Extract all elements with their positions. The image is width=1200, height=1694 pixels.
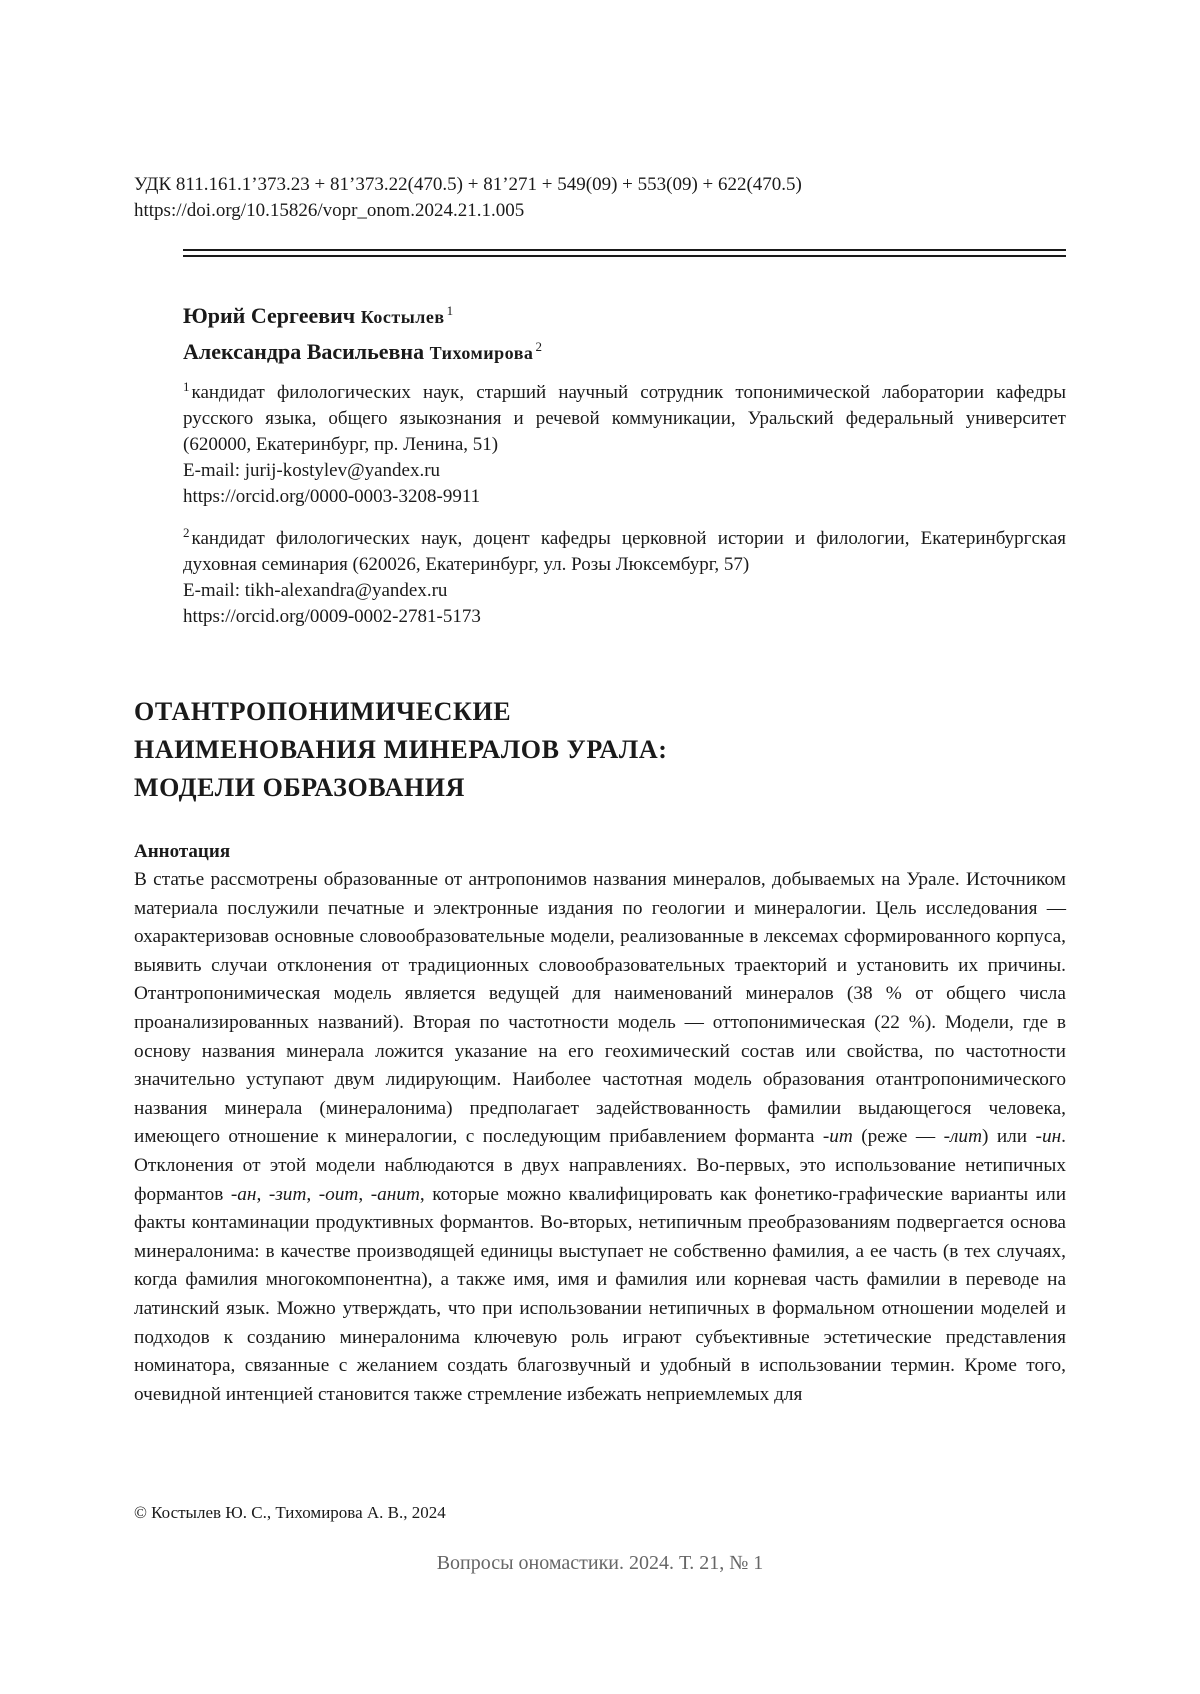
- article-title: [134, 693, 1074, 807]
- affiliation-1: [183, 374, 1066, 510]
- affiliation-sup-2: 2: [183, 525, 190, 540]
- formant: -лит: [943, 1126, 983, 1148]
- formant: -анит: [370, 1183, 420, 1205]
- author-orcid-2[interactable]: https://orcid.org/0009-0002-2781-5173: [183, 606, 481, 627]
- article-meta: [134, 172, 802, 224]
- copyright-notice: © Костылев Ю. С., Тихомирова А. В., 2024: [134, 1503, 446, 1522]
- author-sup-2: 2: [535, 339, 542, 354]
- authors-block: [183, 296, 1066, 630]
- abstract-body: В статье рассмотрены образованные от антропонимов названия минералов, добываемых на Урале. Источником материала послужили печатные и электронные издания по геологии и минералогии. Цель исследования — охарактеризовав основные словообразовательные модели, реализованные в лексемах сформированного корпуса, выявить случаи отклонения от традиционных словообразовательных траекторий и установить их причины. Отантропонимическая модель является ведущей для наименований минералов (38 % от общего числа проанализированных названий). Вторая по частотности модель — оттопонимическая (22 %). Модели, где в основу названия минерала ложится указание на его геохимический состав или свойства, по частотности значительно уступают двум лидирующим. Наиболее частотная модель образования отантропонимического названия минерала (минералонима) предполагает задействованность фамилии выдающегося человека, имеющего отношение к минералогии, с последующим прибавлением форманта -ит (реже — -лит) или -ин. Отклонения от этой модели наблюдаются в двух направлениях. Во-первых, это использование нетипичных формантов -ан, -зит, -оит, -анит, которые можно квалифицировать как фонетико-графические варианты или факты контаминации продуктивных формантов. Во-вторых, нетипичным преобразованиям подвергается основа минералонима: в качестве производящей единицы выступает не собственно фамилия, а ее часть (в тех случаях, когда фамилия многокомпонентна), а также имя, имя и фамилия или корневая часть фамилии в переводе на латинский язык. Можно утверждать, что при использовании нетипичных в формальном отношении моделей и подходов к созданию минералонима ключевую роль играют субъективные эстетические представления номинатора, связанные с желанием создать благозвучный и удобный в использовании термин. Кроме того, очевидной интенцией становится также стремление избежать неприемлемых для: [134, 869, 1067, 1405]
- affiliation-text-1: кандидат филологических наук, старший научный сотрудник топонимической лаборатории кафедры русского языка, общего языкознания и речевой коммуникации, Уральский федеральный университет (620000, Екатеринбург, пр. Ленина, 51): [183, 382, 1066, 455]
- author-name-2: Александра Васильевна Тихомирова $^2$: [183, 339, 542, 364]
- abstract-heading: Аннотация: [134, 841, 231, 862]
- title-line-1: ОТАНТРОПОНИМИЧЕСКИЕ: [134, 697, 512, 726]
- formant: -оит: [318, 1183, 359, 1205]
- author-orcid-1[interactable]: https://orcid.org/0000-0003-3208-9911: [183, 486, 481, 507]
- author-email-1[interactable]: E-mail: jurij-kostylev@yandex.ru: [183, 460, 441, 481]
- header-divider: [183, 249, 1066, 261]
- author-name-1: Юрий Сергеевич Костылев $^1$: [183, 303, 454, 328]
- formant: -ит: [822, 1126, 853, 1148]
- author-sup-1: 1: [446, 303, 454, 318]
- affiliation-text-2: кандидат филологических наук, доцент кафедры церковной истории и филологии, Екатеринбургская духовная семинария (620026, Екатеринбург, ул. Розы Люксембург, 57): [183, 528, 1066, 575]
- formant: -зит: [268, 1183, 307, 1205]
- divider-line-bottom: [183, 255, 1066, 257]
- udc-code: УДК 811.161.1’373.23 + 81’373.22(470.5) + 81’271 + 549(09) + 553(09) + 622(470.5): [134, 174, 802, 195]
- author-email-2[interactable]: E-mail: tikh-alexandra@yandex.ru: [183, 580, 448, 601]
- affiliation-sup-1: 1: [183, 379, 190, 394]
- divider-line-top: [183, 249, 1066, 251]
- abstract-section: [134, 840, 1066, 1409]
- doi-link[interactable]: https://doi.org/10.15826/vopr_onom.2024.21.1.005: [134, 200, 525, 221]
- author-family-2: Тихомирова: [429, 343, 534, 363]
- affiliation-2: [183, 520, 1066, 630]
- formant: -ан: [230, 1183, 257, 1205]
- formant: -ин: [1035, 1126, 1062, 1148]
- author-family-1: Костылев: [360, 307, 445, 327]
- title-line-2: НАИМЕНОВАНИЯ МИНЕРАЛОВ УРАЛА:: [134, 735, 668, 764]
- title-line-3: МОДЕЛИ ОБРАЗОВАНИЯ: [134, 773, 466, 802]
- journal-footer: Вопросы ономастики. 2024. Т. 21, № 1: [436, 1552, 764, 1574]
